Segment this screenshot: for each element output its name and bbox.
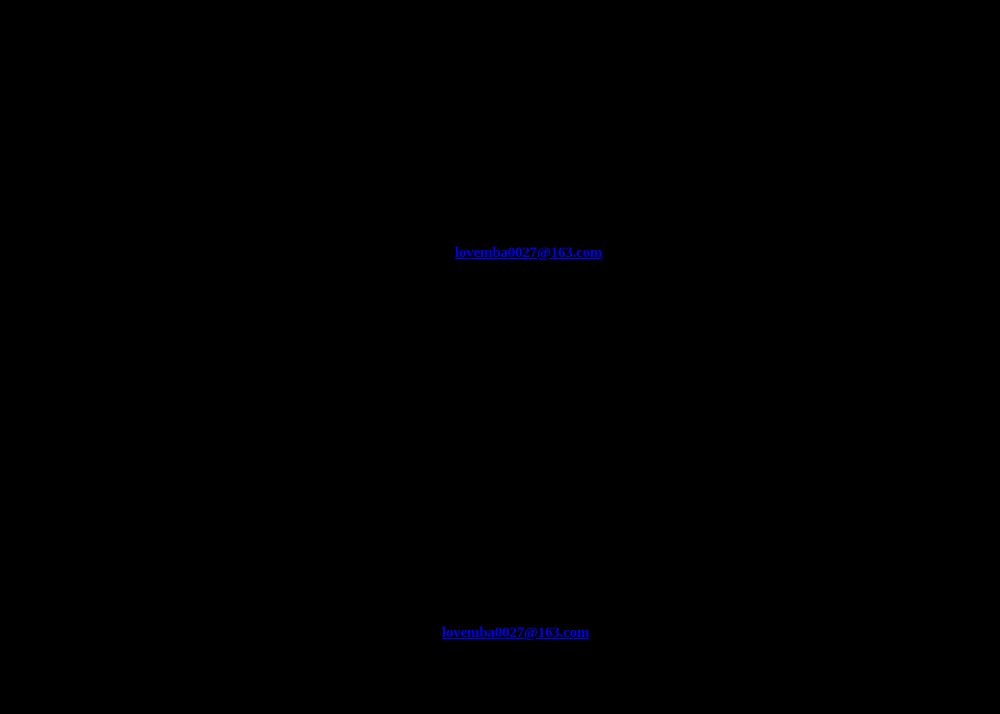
email-link-bottom[interactable]: lovemba0027@163.com [442, 625, 590, 641]
email-link-top[interactable]: lovemba0027@163.com [455, 245, 603, 261]
